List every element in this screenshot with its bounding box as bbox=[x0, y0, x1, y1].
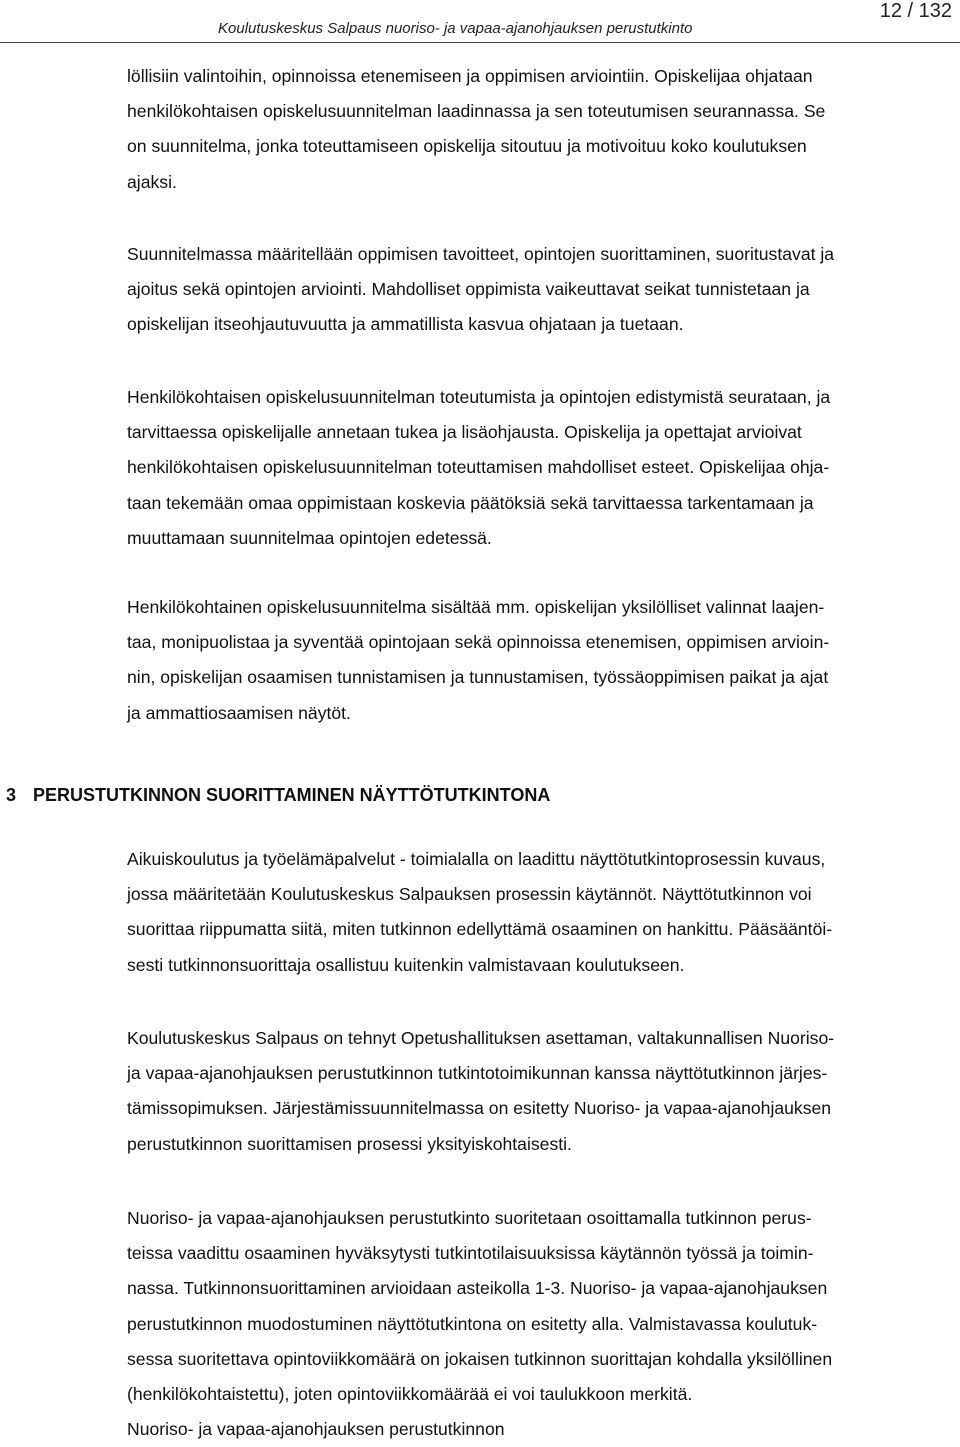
text-line: muuttamaan suunnitelmaa opintojen edetessä. bbox=[127, 527, 492, 548]
section-title: PERUSTUTKINNON SUORITTAMINEN NÄYTTÖTUTKINTONA bbox=[33, 785, 551, 805]
page-header bbox=[0, 0, 960, 44]
text-line: sessa suoritettava opintoviikkomäärä on jokaisen tutkinnon suorittajan kohdalla yksilöllinen bbox=[127, 1348, 833, 1369]
section-number: 3 bbox=[6, 785, 17, 805]
document-title: Koulutuskeskus Salpaus nuoriso- ja vapaa-ajanohjauksen perustutkinto bbox=[218, 20, 693, 37]
section-heading bbox=[6, 785, 550, 806]
text-line: on suunnitelma, jonka toteuttamiseen opiskelija sitoutuu ja motivoituu koko koulutuksen bbox=[127, 136, 807, 157]
paragraph-process-description bbox=[127, 842, 957, 983]
text-line: jossa määritetään Koulutuskeskus Salpauksen prosessin käytännöt. Näyttötutkinnon voi bbox=[127, 884, 812, 905]
paragraph-plan-contents bbox=[127, 237, 957, 343]
text-line: Henkilökohtainen opiskelusuunnitelma sisältää mm. opiskelijan yksilölliset valinnat laajen- bbox=[127, 597, 825, 617]
text-line: Nuoriso- ja vapaa-ajanohjauksen perustutkinnon bbox=[127, 1419, 505, 1440]
paragraph-plan-includes bbox=[127, 590, 957, 731]
paragraph-arrangement-agreement bbox=[127, 1021, 957, 1162]
text-line: teissa vaadittu osaaminen hyväksytysti tutkintotilaisuuksissa käytännön työssä ja toimin- bbox=[127, 1243, 814, 1264]
text-line: henkilökohtaisen opiskelusuunnitelman toteuttamisen mahdolliset esteet. Opiskelijaa ohja- bbox=[127, 457, 830, 478]
text-line: (henkilökohtaistettu), joten opintoviikkomäärää ei voi taulukkoon merkitä. bbox=[127, 1384, 693, 1405]
text-line: perustutkinnon muodostuminen näyttötutkintona on esitetty alla. Valmistavassa koulutuk- bbox=[127, 1313, 818, 1334]
text-line: ja vapaa-ajanohjauksen perustutkinnon tutkintotoimikunnan kanssa näyttötutkinnon järjes- bbox=[127, 1063, 828, 1084]
text-line: taan tekemään omaa oppimistaan koskevia päätöksiä sekä tarvittaessa tarkentamaan ja bbox=[127, 492, 814, 513]
text-line: Aikuiskoulutus ja työelämäpalvelut - toimialalla on laadittu näyttötutkintoprosessin kuvaus, bbox=[127, 849, 826, 869]
text-line: Suunnitelmassa määritellään oppimisen tavoitteet, opintojen suorittaminen, suoritustavat ja bbox=[127, 244, 835, 264]
paragraph-plan-monitoring bbox=[127, 380, 957, 556]
text-line: henkilökohtaisen opiskelusuunnitelman laadinnassa ja sen toteutumisen seurannassa. Se bbox=[127, 101, 826, 122]
text-line: löllisiin valintoihin, opinnoissa etenemiseen ja oppimisen arviointiin. Opiskelijaa ohjataan bbox=[127, 66, 813, 86]
text-line: perustutkinnon suorittamisen prosessi yksityiskohtaisesti. bbox=[127, 1133, 572, 1154]
text-line: ajoitus sekä opintojen arviointi. Mahdolliset oppimista vaikeuttavat seikat tunnistetaan ja bbox=[127, 279, 810, 300]
text-line: nin, opiskelijan osaamisen tunnistamisen ja tunnustamisen, työssäoppimisen paikat ja ajat bbox=[127, 667, 829, 688]
text-line: Nuoriso- ja vapaa-ajanohjauksen perustutkinto suoritetaan osoittamalla tutkinnon perus- bbox=[127, 1208, 812, 1228]
header-divider bbox=[0, 42, 960, 43]
text-line: tämissopimuksen. Järjestämissuunnitelmassa on esitetty Nuoriso- ja vapaa-ajanohjauksen bbox=[127, 1098, 832, 1119]
paragraph-study-plan-guidance bbox=[127, 59, 957, 200]
text-line: nassa. Tutkinnonsuorittaminen arvioidaan asteikolla 1-3. Nuoriso- ja vapaa-ajanohjauksen bbox=[127, 1278, 828, 1299]
text-line: sesti tutkinnonsuorittaja osallistuu kuitenkin valmistavaan koulutukseen. bbox=[127, 954, 685, 975]
page-number: 12 / 132 bbox=[879, 0, 952, 22]
text-line: Henkilökohtaisen opiskelusuunnitelman toteutumista ja opintojen edistymistä seurataan, ja bbox=[127, 387, 831, 407]
text-line: suorittaa riippumatta siitä, miten tutkinnon edellyttämä osaaminen on hankittu. Pääsääntöi- bbox=[127, 919, 833, 940]
text-line: ajaksi. bbox=[127, 171, 177, 192]
text-line: tarvittaessa opiskelijalle annetaan tukea ja lisäohjausta. Opiskelija ja opettajat arvioivat bbox=[127, 422, 802, 443]
text-line: ja ammattiosaamisen näytöt. bbox=[127, 702, 351, 723]
text-line: taa, monipuolistaa ja syventää opintojaan sekä opinnoissa etenemisen, oppimisen arvioin- bbox=[127, 632, 830, 653]
text-line: opiskelijan itseohjautuvuutta ja ammatillista kasvua ohjataan ja tuetaan. bbox=[127, 314, 684, 335]
text-line: Koulutuskeskus Salpaus on tehnyt Opetushallituksen asettaman, valtakunnallisen Nuoriso- bbox=[127, 1028, 835, 1048]
paragraph-degree-completion bbox=[127, 1201, 957, 1447]
